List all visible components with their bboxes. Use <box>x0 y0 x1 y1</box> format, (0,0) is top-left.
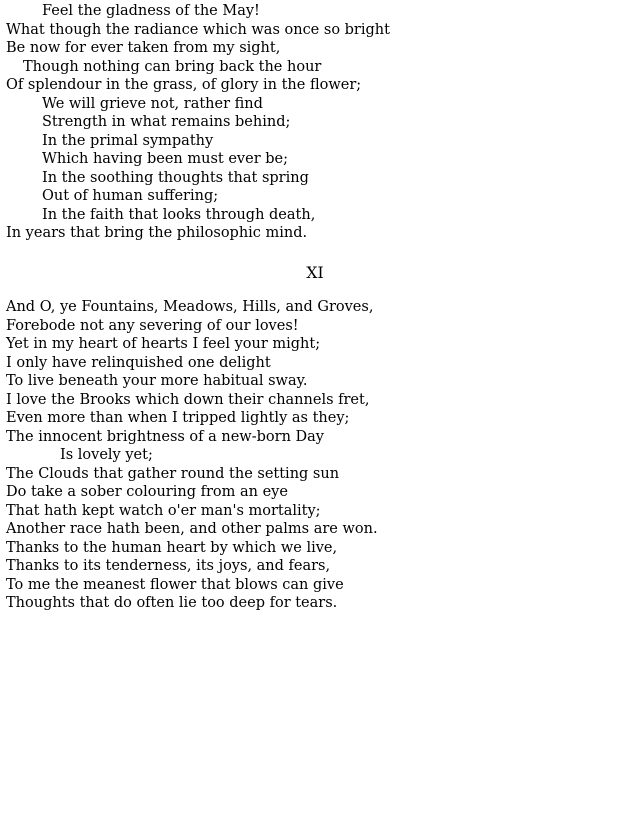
poem-line: Which having been must ever be; <box>42 151 288 167</box>
poem-line: To live beneath your more habitual sway. <box>6 373 308 389</box>
poem-line: Though nothing can bring back the hour <box>23 58 322 75</box>
poem-line: The Clouds that gather round the setting sun <box>6 465 340 482</box>
poem-line: Yet in my heart of hearts I feel your might; <box>6 336 321 352</box>
poem-line: The innocent brightness of a new-born Day <box>6 428 324 445</box>
poem-line: In the primal sympathy <box>42 132 214 149</box>
poem-line: Be now for ever taken from my sight, <box>6 40 281 56</box>
poem-line: Thoughts that do often lie too deep for tears. <box>6 595 338 611</box>
poem-line: To me the meanest flower that blows can give <box>6 576 344 593</box>
poem-line: Do take a sober colouring from an eye <box>6 484 288 500</box>
poem-line: And O, ye Fountains, Meadows, Hills, and Groves, <box>6 299 374 315</box>
poem-line: Feel the gladness of the May! <box>42 3 260 19</box>
poem-line: Thanks to its tenderness, its joys, and fears, <box>6 558 331 574</box>
stanza-x-ending <box>6 2 606 243</box>
poem-line: In the faith that looks through death, <box>42 206 316 223</box>
poem-line: Forebode not any severing of our loves! <box>6 317 299 334</box>
poem-line: I only have relinquished one delight <box>6 354 271 371</box>
poem-line: In years that bring the philosophic mind. <box>6 225 308 241</box>
poem-line: That hath kept watch o'er man's mortality; <box>6 502 321 519</box>
stanza-xi <box>6 298 606 613</box>
poem-line: Is lovely yet; <box>60 447 153 463</box>
section-heading: XI <box>306 264 324 282</box>
poem-line: We will grieve not, rather find <box>42 95 263 112</box>
poem-line: Even more than when I tripped lightly as they; <box>6 410 350 426</box>
poem-line: Out of human suffering; <box>42 188 219 204</box>
poem-line: Of splendour in the grass, of glory in the flower; <box>6 77 362 93</box>
poem-line: In the soothing thoughts that spring <box>42 169 309 186</box>
poem-line: Thanks to the human heart by which we live, <box>6 539 338 556</box>
poem-line: I love the Brooks which down their channels fret, <box>6 391 370 408</box>
poem-line: What though the radiance which was once so bright <box>6 21 390 38</box>
poem-line: Strength in what remains behind; <box>42 114 291 130</box>
poem-line: Another race hath been, and other palms are won. <box>6 521 378 537</box>
